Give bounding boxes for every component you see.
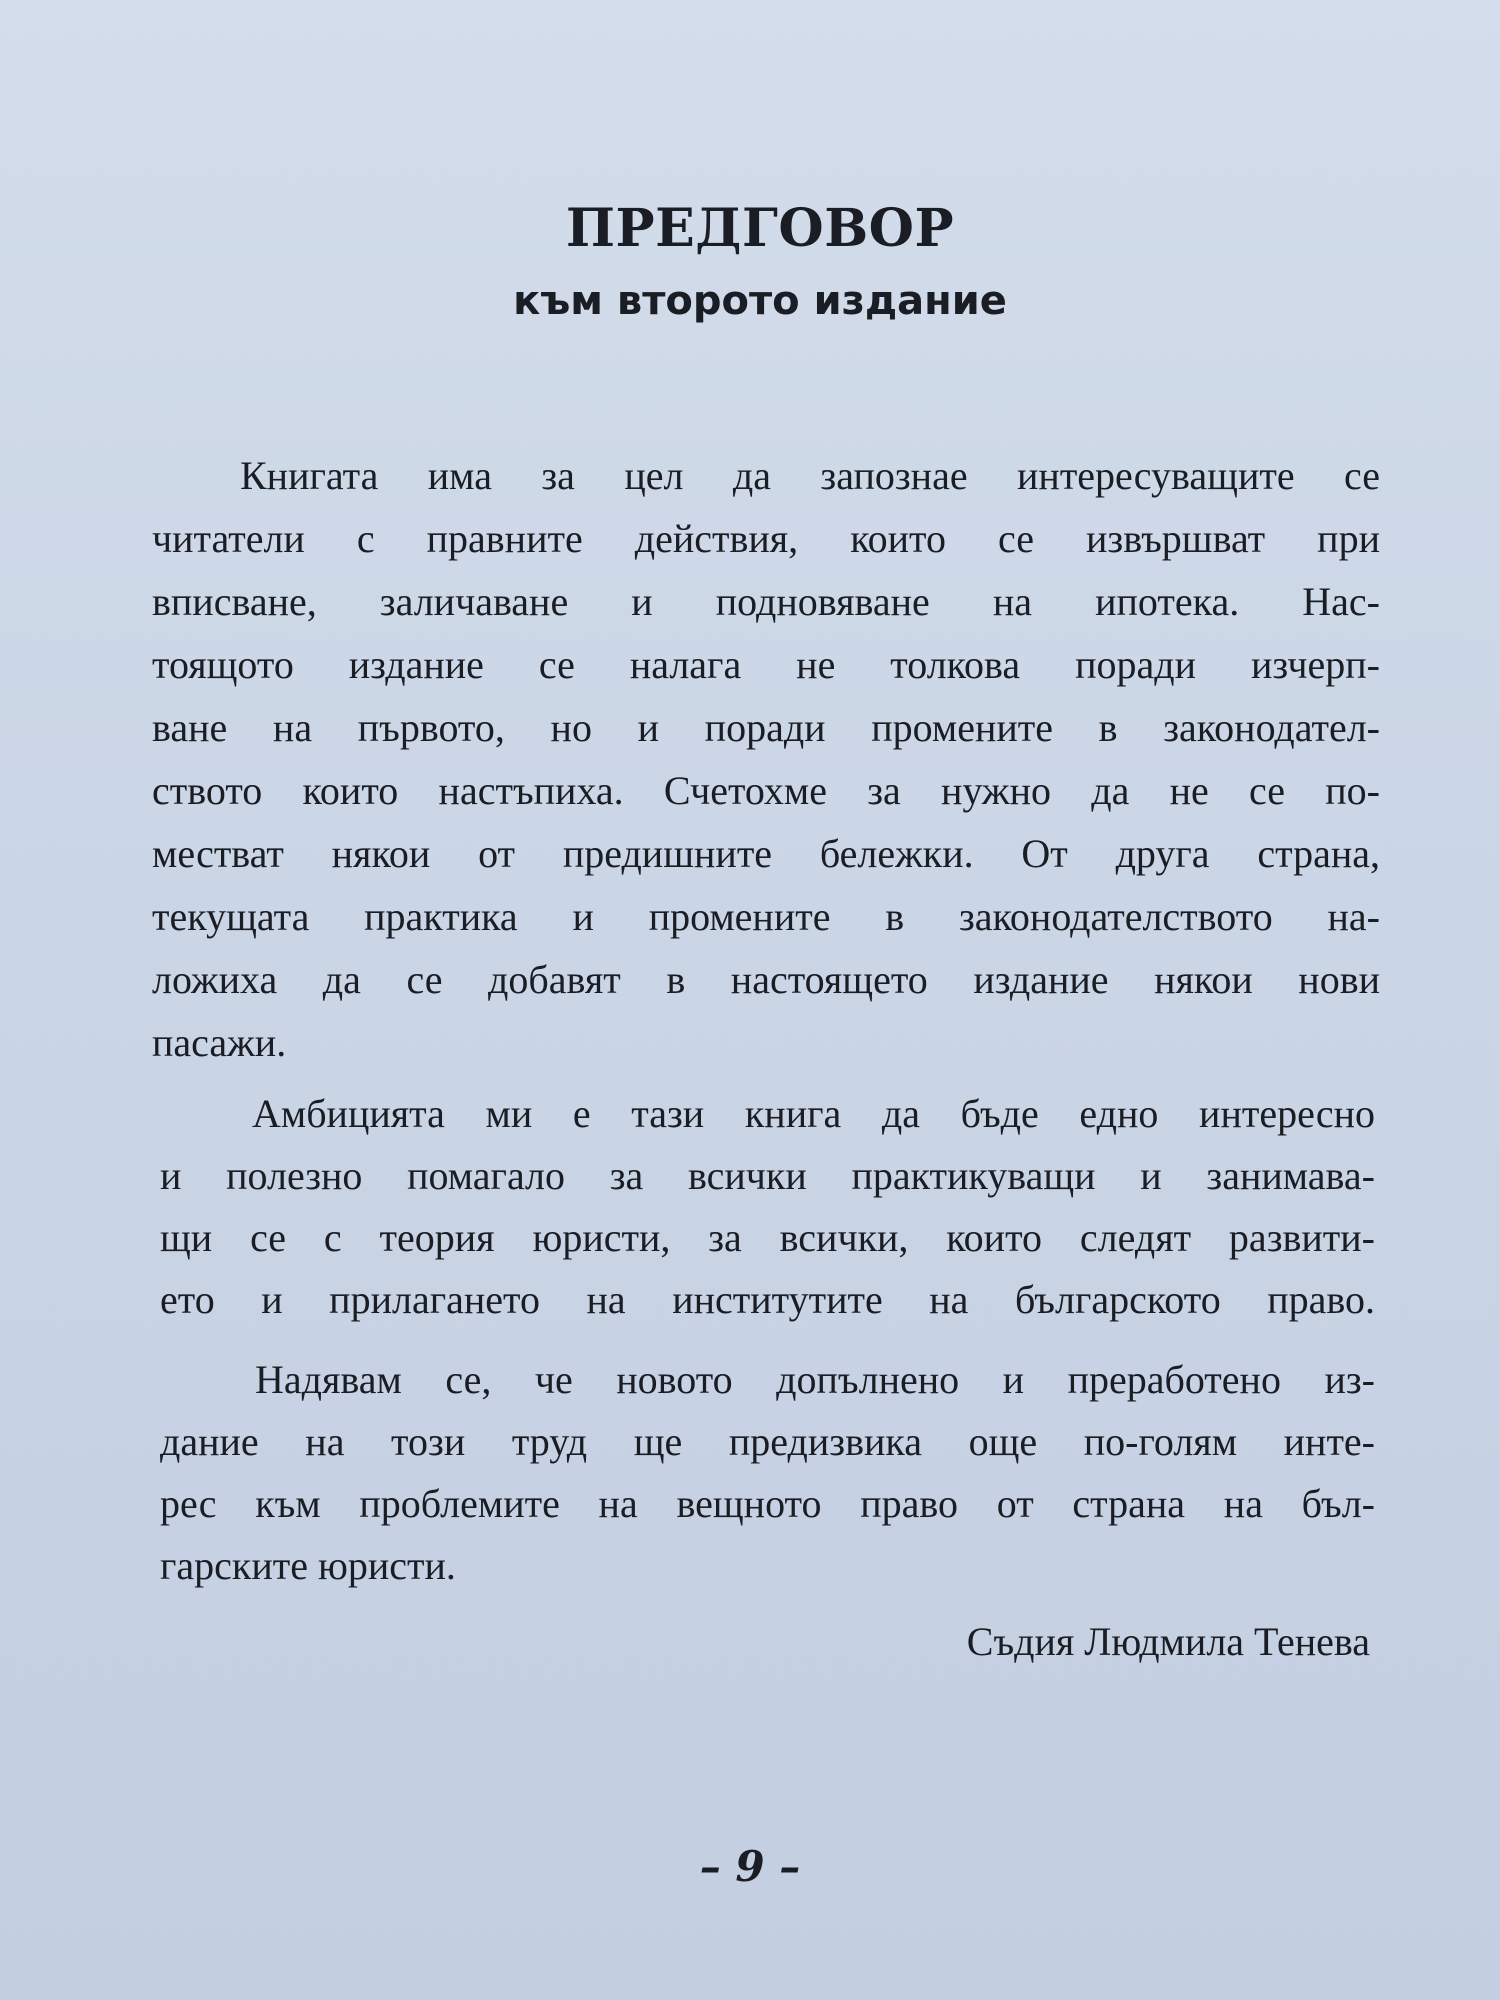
text-line: и полезно помагало за всички практикуващи и занимава- xyxy=(160,1153,1375,1198)
text-line: ване на първото, но и поради промените в законодател- xyxy=(152,705,1380,750)
text-line: Амбицията ми е тази книга да бъде едно интересно xyxy=(252,1091,1375,1136)
text-line: Книгата има за цел да запознае интересуващите се xyxy=(240,453,1380,498)
text-line: пасажи. xyxy=(152,1020,287,1065)
text-line: рес към проблемите на вещното право от страна на бъл- xyxy=(160,1481,1375,1526)
text-line: гарските юристи. xyxy=(160,1543,456,1588)
page-subtitle: към второто издание xyxy=(513,278,1007,324)
author-signature: Съдия Людмила Тенева xyxy=(966,1619,1370,1664)
text-line: местват някои от предишните бележки. От друга страна, xyxy=(152,831,1380,876)
text-line: текущата практика и промените в законодателството на- xyxy=(152,894,1380,939)
text-line: читатели с правните действия, които се извършват при xyxy=(152,516,1380,561)
text-line: Надявам се, че новото допълнено и преработено из- xyxy=(255,1357,1375,1402)
text-line: дание на този труд ще предизвика още по-голям инте- xyxy=(160,1419,1375,1464)
text-line: тоящото издание се налага не толкова поради изчерп- xyxy=(152,642,1380,687)
text-line: ето и прилагането на институтите на българското право. xyxy=(160,1277,1375,1322)
page-number: – 9 – xyxy=(699,1842,801,1891)
text-line: ложиха да се добавят в настоящето издание някои нови xyxy=(152,957,1380,1002)
text-line: щи се с теория юристи, за всички, които следят развити- xyxy=(160,1215,1375,1260)
text-line: вписване, заличаване и подновяване на ипотека. Нас- xyxy=(152,579,1380,624)
page-title: ПРЕДГОВОР xyxy=(565,198,955,259)
text-line: ството които настъпиха. Счетохме за нужно да не се по- xyxy=(152,768,1380,813)
